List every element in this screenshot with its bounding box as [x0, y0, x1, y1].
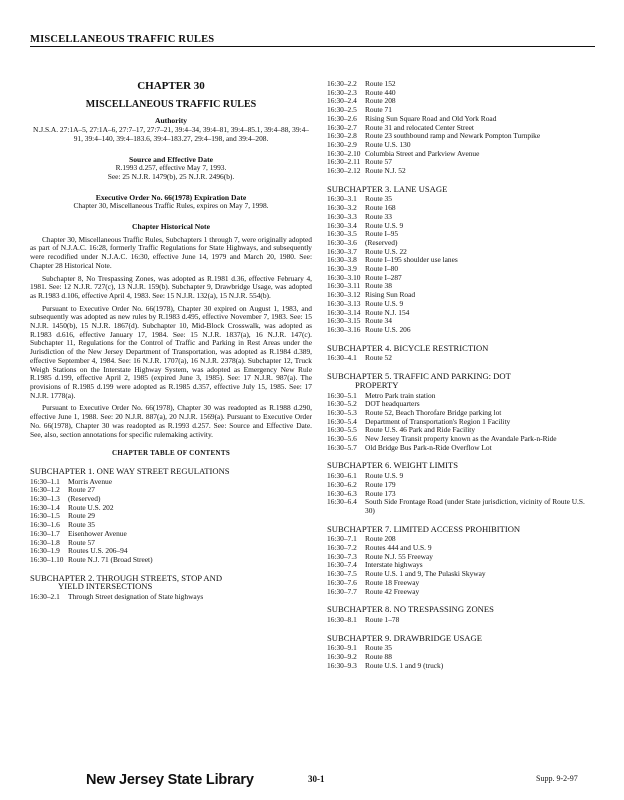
- subchapter-block: [30, 574, 312, 602]
- section-number: 16:30–2.2: [327, 79, 357, 88]
- section-title: Route 31 and relocated Center Street: [365, 122, 474, 132]
- section-title: Route 29: [68, 511, 95, 521]
- source-line-2: See: 25 N.J.R. 1479(b), 25 N.J.R. 2496(b).: [107, 171, 235, 181]
- executive-order-label: Executive Order No. 66(1978) Expiration Date: [95, 192, 247, 202]
- section-title: Route 57: [365, 157, 392, 167]
- section-title: Route N.J. 154: [365, 307, 410, 317]
- section-title: Route 34: [365, 316, 392, 326]
- section-number: 16:30–6.4: [327, 497, 357, 507]
- section-title: Route I–95: [365, 229, 399, 239]
- section-title: Metro Park train station: [365, 390, 436, 400]
- section-number: 16:30–6.1: [327, 471, 357, 481]
- section-number: 16:30–3.13: [327, 298, 361, 308]
- section-title: New Jersey Transit property known as the Avandale Park-n-Ride: [365, 434, 557, 444]
- subchapter-block: [327, 634, 595, 671]
- section-title: Route 35: [365, 194, 392, 204]
- section-number: 16:30–2.6: [327, 113, 357, 123]
- section-number: 16:30–1.2: [30, 485, 60, 495]
- toc-entry: [327, 354, 595, 363]
- section-title: Eisenhower Avenue: [68, 528, 127, 538]
- subchapter-block: [327, 461, 595, 515]
- section-number: 16:30–3.2: [327, 203, 357, 213]
- section-number: 16:30–5.6: [327, 434, 357, 444]
- section-title: Route 71: [365, 105, 392, 115]
- toc-entry: [30, 593, 312, 602]
- section-title: Route 173: [365, 488, 396, 498]
- section-number: 16:30–2.9: [327, 139, 357, 149]
- section-number: 16:30–6.3: [327, 488, 357, 498]
- section-number: 16:30–7.3: [327, 551, 357, 561]
- section-title: Route U.S. 22: [365, 246, 407, 256]
- section-title: Route 23 southbound ramp and Newark Pompton Turnpike: [365, 131, 541, 141]
- section-number: 16:30–5.1: [327, 390, 357, 400]
- section-title: Route 208: [365, 534, 396, 544]
- toc-entry: [30, 556, 312, 565]
- subchapter-title: SUBCHAPTER 1. ONE WAY STREET REGULATIONS: [30, 465, 230, 476]
- section-number: 16:30–2.5: [327, 105, 357, 115]
- section-number: 16:30–5.3: [327, 407, 357, 417]
- executive-order-text: Chapter 30, Miscellaneous Traffic Rules, expires on May 7, 1998.: [73, 201, 269, 211]
- section-number: 16:30–2.12: [327, 166, 361, 176]
- section-title: Route 179: [365, 479, 396, 489]
- section-number: 16:30–2.10: [327, 148, 361, 158]
- section-title: (Reserved): [68, 494, 101, 504]
- section-number: 16:30–2.4: [327, 96, 357, 106]
- toc-entry: [327, 326, 595, 335]
- section-number: 16:30–3.8: [327, 255, 357, 265]
- page-number: 30-1: [308, 774, 325, 784]
- section-number: 16:30–1.6: [30, 520, 60, 530]
- subchapter-title-continued: PROPERTY: [355, 379, 399, 390]
- chapter-name: MISCELLANEOUS TRAFFIC RULES: [85, 98, 257, 110]
- subchapter-title: SUBCHAPTER 2. THROUGH STREETS, STOP AND: [30, 572, 223, 583]
- section-title: Route U.S. 130: [365, 139, 411, 149]
- toc-entry: [327, 588, 595, 597]
- historical-note-paragraph: Pursuant to Executive Order No. 66(1978), Chapter 30 was readopted as R.1988 d.290, effective June 1, 1988. See: 20 N.J.R. 887(a), 20 N.J.R. 1569(a). Pursuant to Executive Order No. 66(1978), Chapter 30 was readopted as R.1993 d.257. See: Source and Effective Date. See, also, section annotations for specific rulemaking activity.: [30, 403, 312, 439]
- section-title: Route 440: [365, 87, 396, 97]
- section-number: 16:30–3.3: [327, 211, 357, 221]
- section-title: Route U.S. 9: [365, 220, 404, 230]
- section-title: Route U.S. 46 Park and Ride Facility: [365, 425, 476, 435]
- subchapter-heading: [327, 185, 595, 194]
- section-number: 16:30–7.2: [327, 543, 357, 553]
- toc-entry: [327, 616, 595, 625]
- section-number: 16:30–3.4: [327, 220, 357, 230]
- section-number: 16:30–7.4: [327, 560, 357, 570]
- section-number: 16:30–4.1: [327, 353, 357, 363]
- section-number: 16:30–3.6: [327, 237, 357, 247]
- section-number: 16:30–2.11: [327, 157, 361, 167]
- section-title: Route 57: [68, 537, 95, 547]
- subchapter-title: SUBCHAPTER 7. LIMITED ACCESS PROHIBITION: [327, 523, 521, 534]
- chapter-number: CHAPTER 30: [137, 80, 205, 92]
- section-number: 16:30–3.10: [327, 272, 361, 282]
- section-title: Rising Sun Square Road and Old York Road: [365, 113, 497, 123]
- toc-entry: [327, 662, 595, 671]
- supplement-date: Supp. 9-2-97: [536, 774, 578, 783]
- section-number: 16:30–5.7: [327, 442, 357, 452]
- right-subchapter-list: [327, 185, 595, 671]
- section-title: Route 33: [365, 211, 392, 221]
- historical-note-label: Chapter Historical Note: [132, 222, 210, 232]
- section-number: 16:30–3.9: [327, 264, 357, 274]
- section-title: Route 27: [68, 485, 95, 495]
- authority-label: Authority: [154, 116, 188, 126]
- section-number: 16:30–8.1: [327, 614, 357, 624]
- subchapter-heading: [30, 467, 312, 476]
- section-title: Route N.J. 52: [365, 166, 406, 176]
- table-of-contents-heading: CHAPTER TABLE OF CONTENTS: [111, 449, 231, 458]
- section-title: Route U.S. 1 and 9 (truck): [365, 660, 444, 670]
- section-title: Route 1–78: [365, 614, 400, 624]
- section-number: 16:30–5.4: [327, 416, 357, 426]
- section-number: 16:30–7.5: [327, 569, 357, 579]
- section-number: 16:30–9.2: [327, 652, 357, 662]
- toc-entry: [327, 498, 595, 515]
- section-title: Route 35: [365, 643, 392, 653]
- section-number: 16:30–3.15: [327, 316, 361, 326]
- section-number: 16:30–3.12: [327, 290, 361, 300]
- section-title: Route U.S. 1 and 9, The Pulaski Skyway: [365, 569, 486, 579]
- subchapter-heading: [30, 574, 312, 591]
- subchapter-heading: [327, 344, 595, 353]
- section-title: Route 52: [365, 353, 392, 363]
- section-number: 16:30–2.3: [327, 87, 357, 97]
- section-title: Morris Avenue: [68, 476, 112, 486]
- section-number: 16:30–1.10: [30, 554, 64, 564]
- subchapter-block: [327, 525, 595, 597]
- section-title: Route 52, Beach Thorofare Bridge parking lot: [365, 407, 502, 417]
- section-title: Route 168: [365, 203, 396, 213]
- section-number: 16:30–3.16: [327, 324, 361, 334]
- subchapter-block: [327, 605, 595, 624]
- subchapter-title: SUBCHAPTER 8. NO TRESPASSING ZONES: [327, 604, 494, 615]
- section-number: 16:30–5.5: [327, 425, 357, 435]
- section-title: Routes U.S. 206–94: [68, 546, 128, 556]
- section-number: 16:30–1.1: [30, 476, 60, 486]
- section-title: Route U.S. 206: [365, 324, 411, 334]
- section-number: 16:30–2.7: [327, 122, 357, 132]
- section-number: 16:30–2.8: [327, 131, 357, 141]
- section-number: 16:30–3.7: [327, 246, 357, 256]
- section-number: 16:30–3.14: [327, 307, 361, 317]
- section-number: 16:30–3.1: [327, 194, 357, 204]
- section-title: Route 42 Freeway: [365, 586, 420, 596]
- section-number: 16:30–7.7: [327, 586, 357, 596]
- subchapter-block: [327, 372, 595, 452]
- section-title: Interstate highways: [365, 560, 423, 570]
- section-title: Through Street designation of State highways: [68, 592, 204, 602]
- section-title: Route 38: [365, 281, 392, 291]
- section-number: 16:30–9.1: [327, 643, 357, 653]
- section-number: 16:30–6.2: [327, 479, 357, 489]
- section-title: Route 152: [365, 79, 396, 88]
- section-title: Route U.S. 9: [365, 298, 404, 308]
- source-label: Source and Effective Date: [128, 154, 213, 164]
- left-column: [30, 68, 312, 602]
- subchapter-block: [30, 467, 312, 565]
- subchapter-title: SUBCHAPTER 4. BICYCLE RESTRICTION: [327, 342, 489, 353]
- section-number: 16:30–2.1: [30, 592, 60, 602]
- section-title: Route 18 Freeway: [365, 577, 420, 587]
- section-number: 16:30–7.1: [327, 534, 357, 544]
- library-watermark: New Jersey State Library: [86, 772, 254, 788]
- source-line-1: R.1993 d.257, effective May 7, 1993.: [115, 163, 227, 173]
- section-title: Route I–195 shoulder use lanes: [365, 255, 458, 265]
- section-title: Route N.J. 55 Freeway: [365, 551, 433, 561]
- subchapter-title: SUBCHAPTER 6. WEIGHT LIMITS: [327, 460, 458, 471]
- section-number: 16:30–3.5: [327, 229, 357, 239]
- section-number: 16:30–3.11: [327, 281, 361, 291]
- section-title: Route N.J. 71 (Broad Street): [68, 554, 153, 564]
- subchapter-title: SUBCHAPTER 3. LANE USAGE: [327, 183, 448, 194]
- subchapter-heading: [327, 605, 595, 614]
- subchapter-heading: [327, 372, 595, 389]
- running-header: MISCELLANEOUS TRAFFIC RULES: [30, 34, 595, 47]
- section-number: 16:30–1.4: [30, 502, 60, 512]
- section-title: Route 208: [365, 96, 396, 106]
- subchapter-block: [327, 185, 595, 335]
- historical-note-paragraph: Subchapter 8, No Trespassing Zones, was adopted as R.1981 d.36, effective February 4, 1981. See: 12 N.J.R. 727(c), 13 N.J.R. 159(b). Subchapter 9, Drawbridge Usage, was adopted as R.1983 d.106, effective April 4, 1983. See: 15 N.J.R. 132(a), 15 N.J.R. 554(b).: [30, 273, 312, 300]
- subchapter-heading: [327, 461, 595, 470]
- left-subchapter-list: [30, 467, 312, 602]
- section-title: Routes 444 and U.S. 9: [365, 543, 432, 553]
- historical-note-paragraph: Pursuant to Executive Order No. 66(1978), Chapter 30 expired on August 1, 1983, and subsequently was adopted as new rules by R.1983 d.495, effective November 7, 1983. See: 15 N.J.R. 1450(b), 15 N.J.R. 1867(d). Subchapter 10, Mid-Block Crosswalk, was adopted as R.1983 d.616, effective January 17, 1984. See: 15 N.J.R. 1837(a), 16 N.J.R. 147(c). Subchapter 11, Regulations for the Control of Traffic and Parking in Rest Areas under the Jurisdiction of the New Jersey Department of Transportation, was adopted as R.1984 d.389, effective September 4, 1984. See: 16 N.J.R. 1707(a), 16 N.J.R. 2378(a). Subchapter 12, Truck Weigh Stations on the Interstate Highway System, was adopted as Emergency New Rule R.1985 d.199, effective April 2, 1985 (expired June 3, 1985). See: 17 N.J.R. 987(a). The provisions of R.1985 d.199 were adopted as R.1985 d.357, effective July 15, 1985. See: 17 N.J.R. 1778(a).: [30, 303, 312, 400]
- section-title: DOT headquarters: [365, 399, 420, 409]
- section-title: (Reserved): [365, 237, 398, 247]
- section-title: Route U.S. 202: [68, 502, 114, 512]
- authority-text: N.J.S.A. 27:1A–5, 27:1A–6, 27:7–17, 27:7–21, 39:4–34, 39:4–81, 39:4–85.1, 39:4–88, 39:4–91, 39:4–140, 39:4–183.6, 39:4–183.27, 29:4–198, and 39:4–208.: [33, 125, 309, 143]
- section-title: Route U.S. 9: [365, 471, 404, 481]
- toc-entry: [327, 167, 595, 176]
- section-number: 16:30–1.5: [30, 511, 60, 521]
- section-title: Columbia Street and Parkview Avenue: [365, 148, 480, 158]
- historical-note-paragraph: Chapter 30, Miscellaneous Traffic Rules, Subchapters 1 through 7, were originally adopted as part of N.J.A.C. 16:28, formerly Traffic Regulations for State Highways, and subsequently were recodified under N.J.A.C. 16:30, effective June 14, 1979 and March 20, 1980. See: Chapter 28 Historical Note.: [30, 234, 312, 270]
- section-number: 16:30–9.3: [327, 660, 357, 670]
- subchapter-title: SUBCHAPTER 9. DRAWBRIDGE USAGE: [327, 632, 482, 643]
- section-number: 16:30–1.9: [30, 546, 60, 556]
- section-title: Department of Transportation's Region 1 Facility: [365, 416, 511, 426]
- subchapter-block: [327, 344, 595, 363]
- section-number: 16:30–1.7: [30, 528, 60, 538]
- subchapter-heading: [327, 525, 595, 534]
- section-title: Route I–287: [365, 272, 402, 282]
- section-title: Route 88: [365, 652, 392, 662]
- section-title: South Side Frontage Road (under State jurisdiction, vicinity of Route U.S. 30): [365, 497, 585, 515]
- toc-entry: [327, 444, 595, 453]
- section-number: 16:30–5.2: [327, 399, 357, 409]
- section-title: Route I–80: [365, 264, 399, 274]
- subchapter-title-continued: YIELD INTERSECTIONS: [58, 581, 153, 592]
- right-top-entries: [327, 80, 595, 176]
- section-number: 16:30–7.6: [327, 577, 357, 587]
- section-title: Old Bridge Bus Park-n-Ride Overflow Lot: [365, 442, 492, 452]
- section-title: Rising Sun Road: [365, 290, 416, 300]
- section-number: 16:30–1.8: [30, 537, 60, 547]
- subchapter-title: SUBCHAPTER 5. TRAFFIC AND PARKING: DOT: [327, 371, 511, 382]
- right-column: [327, 80, 595, 670]
- section-title: Route 35: [68, 520, 95, 530]
- section-number: 16:30–1.3: [30, 494, 60, 504]
- subchapter-heading: [327, 634, 595, 643]
